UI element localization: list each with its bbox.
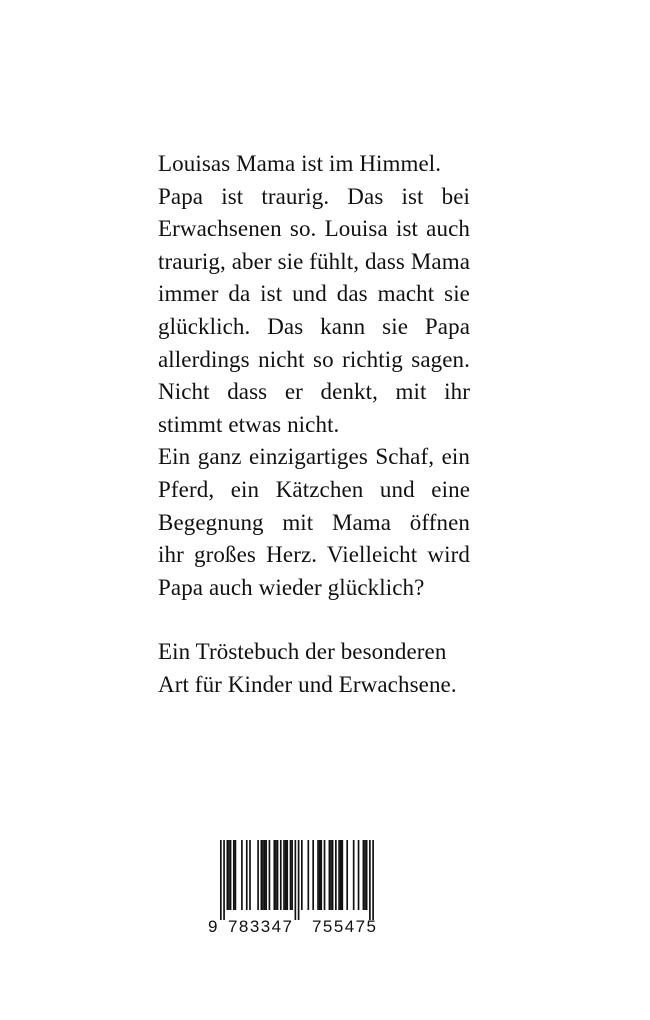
barcode-digits-right: 755475 xyxy=(312,917,376,936)
barcode-bar xyxy=(324,840,326,910)
barcode-bar xyxy=(246,840,248,910)
barcode-bar xyxy=(265,840,267,910)
barcode-bar xyxy=(330,840,332,910)
barcode-bar xyxy=(332,840,334,910)
back-cover-blurb xyxy=(158,148,470,702)
barcode-bar xyxy=(261,840,263,910)
barcode-bar xyxy=(257,840,259,910)
blurb-paragraph-1 xyxy=(158,148,470,441)
barcode-guard-bar xyxy=(295,840,297,920)
barcode-bar xyxy=(280,840,282,910)
blurb-line: immer da ist und das macht sie xyxy=(158,281,470,307)
barcode-bar xyxy=(241,840,243,910)
barcode-graphic xyxy=(208,836,388,936)
barcode-bar xyxy=(364,840,366,910)
barcode-guard-bar xyxy=(369,840,371,920)
barcode-bar xyxy=(301,840,303,910)
blurb-line: Art für Kinder und Erwachsene. xyxy=(158,671,457,697)
barcode-bar xyxy=(283,840,285,910)
barcode-bar xyxy=(264,840,266,910)
blurb-line: traurig, aber sie fühlt, dass Mama xyxy=(158,248,470,274)
blurb-line: allerdings nicht so richtig sagen. xyxy=(158,346,470,372)
barcode-bar xyxy=(269,840,271,910)
blurb-line: Pferd, ein Kätzchen und eine xyxy=(158,476,470,502)
barcode-bar xyxy=(346,840,348,910)
blurb-line: Ein ganz einzigartiges Schaf, ein xyxy=(158,444,470,470)
barcode-bar xyxy=(275,840,277,910)
barcode-bar xyxy=(233,840,235,910)
barcode-bar xyxy=(358,840,360,910)
barcode-guard-bar xyxy=(220,840,222,920)
barcode-bar xyxy=(277,840,279,910)
isbn-barcode xyxy=(208,836,388,936)
barcode-bar xyxy=(273,840,275,910)
barcode-bar xyxy=(335,840,337,910)
barcode-bars xyxy=(220,840,374,920)
barcode-bar xyxy=(228,840,230,910)
barcode-bar xyxy=(290,840,292,910)
barcode-bar xyxy=(312,840,314,910)
barcode-bar xyxy=(320,840,322,910)
blurb-paragraph-3 xyxy=(158,636,470,701)
barcode-bar xyxy=(338,840,340,910)
blurb-line: Ein Tröstebuch der besonderen xyxy=(158,639,447,665)
blurb-line: Papa auch wieder glücklich? xyxy=(158,574,425,600)
barcode-bar xyxy=(230,840,232,910)
barcode-bar xyxy=(353,840,355,910)
barcode-bar xyxy=(340,840,342,910)
barcode-bar xyxy=(317,840,319,910)
barcode-bar xyxy=(226,840,228,910)
paragraph-gap xyxy=(158,604,470,636)
blurb-line: Nicht dass er denkt, mit ihr xyxy=(158,379,470,405)
blurb-paragraph-2 xyxy=(158,441,470,604)
barcode-digits-left: 783347 xyxy=(228,917,292,936)
barcode-bar xyxy=(366,840,368,910)
barcode-bar xyxy=(329,840,331,910)
blurb-line: Papa ist traurig. Das ist bei xyxy=(158,183,470,209)
barcode-bar xyxy=(285,840,287,910)
barcode-digit-lead: 9 xyxy=(208,917,218,936)
blurb-line: Erwachsenen so. Louisa ist auch xyxy=(158,216,470,242)
barcode-bar xyxy=(291,840,293,910)
barcode-bar xyxy=(363,840,365,910)
blurb-line: Louisas Mama ist im Himmel. xyxy=(158,151,442,176)
barcode-guard-bar xyxy=(223,840,225,920)
blurb-line: Begegnung mit Mama öffnen xyxy=(158,509,470,535)
barcode-bar xyxy=(262,840,264,910)
barcode-bar xyxy=(235,840,237,910)
blurb-line: stimmt etwas nicht. xyxy=(158,411,340,437)
barcode-guard-bar xyxy=(298,840,300,920)
barcode-bar xyxy=(249,840,251,910)
barcode-guard-bar xyxy=(372,840,374,920)
barcode-bar xyxy=(342,840,344,910)
blurb-line: ihr großes Herz. Vielleicht wird xyxy=(158,542,470,568)
blurb-line: glücklich. Das kann sie Papa xyxy=(158,313,470,339)
barcode-bar xyxy=(286,840,288,910)
barcode-bar xyxy=(319,840,321,910)
barcode-bar xyxy=(307,840,309,910)
